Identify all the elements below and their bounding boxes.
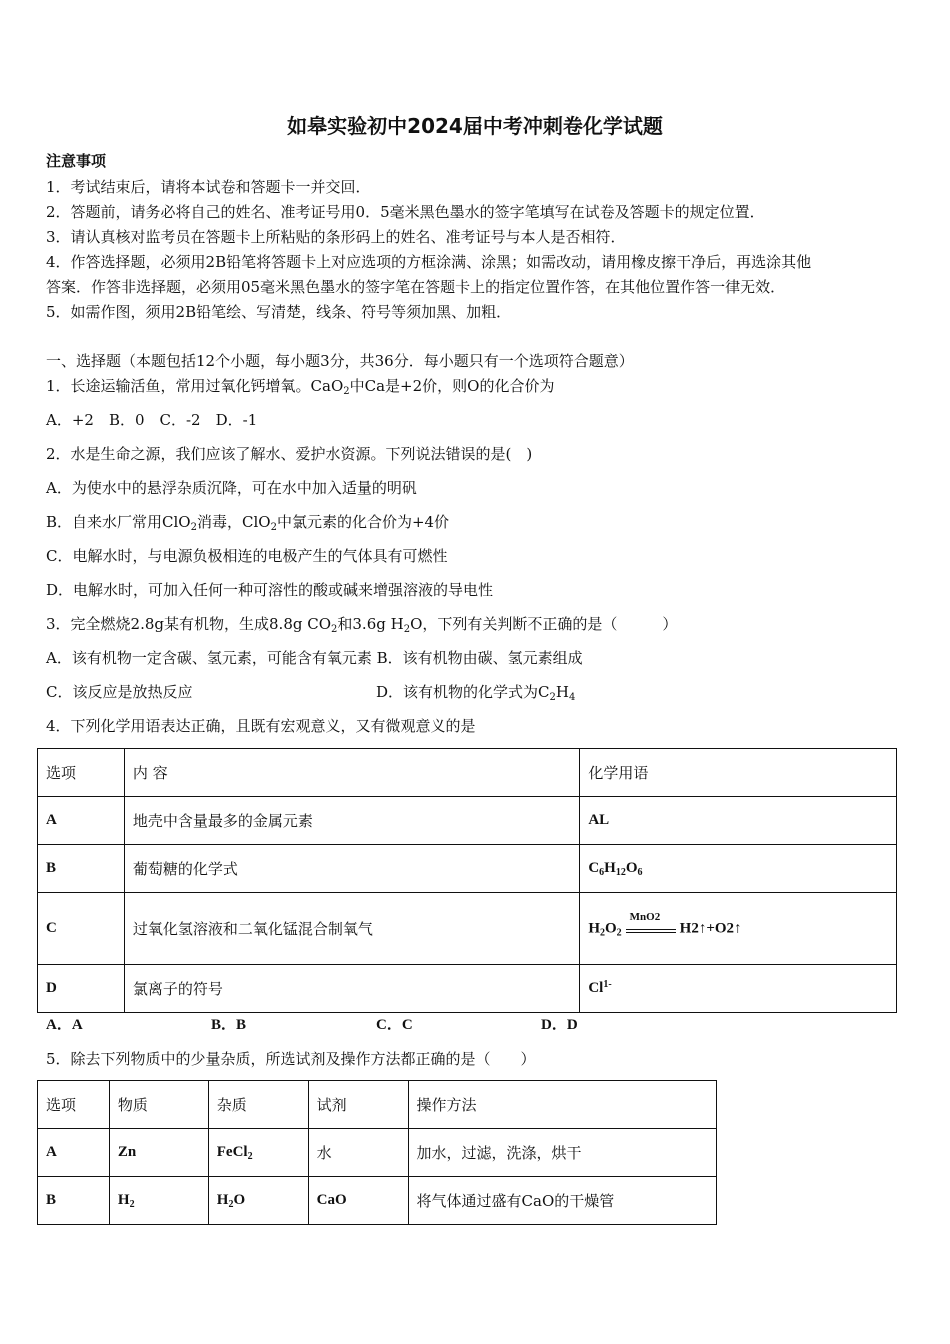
table-header-cell: 化学用语 bbox=[580, 749, 897, 797]
method-cell: 加水，过滤，洗涤，烘干 bbox=[408, 1129, 716, 1177]
content-cell: 地壳中含量最多的金属元素 bbox=[124, 797, 579, 845]
question-2-option-b: B．自来水厂常用ClO$_2$消毒，ClO$_2$中氯元素的化合价为+4价 bbox=[46, 513, 450, 533]
question-5-stem: 5．除去下列物质中的少量杂质，所选试剂及操作方法都正确的是（ ） bbox=[46, 1050, 536, 1068]
impurity-cell: $H_2O$ bbox=[208, 1177, 308, 1225]
question-3-options-ab: A．该有机物一定含碳、氢元素，可能含有氧元素 B．该有机物由碳、氢元素组成 bbox=[46, 649, 583, 667]
question-4-table bbox=[37, 748, 897, 1013]
notice-item: 答案．作答非选择题，必须用05毫米黑色墨水的签字笔在答题卡上的指定位置作答，在其他位置作答一律无效． bbox=[46, 278, 786, 296]
reaction-products: H2↑+O2↑ bbox=[679, 919, 742, 936]
option-cell: A bbox=[38, 797, 125, 845]
impurity-cell: FeCl$_2$ bbox=[208, 1129, 308, 1177]
table-header-cell: 选项 bbox=[38, 1081, 110, 1129]
reagent-cell: 水 bbox=[308, 1129, 408, 1177]
table-row bbox=[38, 1177, 717, 1225]
table-row bbox=[38, 893, 897, 965]
table-row bbox=[38, 845, 897, 893]
section-heading: 一、选择题（本题包括12个小题，每小题3分，共36分．每小题只有一个选项符合题意） bbox=[46, 352, 634, 370]
question-3-stem: 3．完全燃烧2.8g某有机物，生成8.8g $CO_2$和3.6g $H_2O$，下列有关判断不正确的是（ ） bbox=[46, 615, 678, 635]
content-cell: 过氧化氢溶液和二氧化锰混合制氧气 bbox=[124, 893, 579, 965]
table-row bbox=[38, 1129, 717, 1177]
question-4-option-c: C．C bbox=[376, 1017, 413, 1033]
notice-item: 4．作答选择题，必须用2B铅笔将答题卡上对应选项的方框涂满、涂黑；如需改动，请用橡皮擦干净后，再选涂其他 bbox=[46, 253, 812, 271]
formula-cell: $Cl^{1-}$ bbox=[580, 965, 897, 1013]
table-row bbox=[38, 965, 897, 1013]
question-1-options: A．+2 B．0 C．-2 D．-1 bbox=[46, 411, 258, 429]
question-1-stem: 1．长途运输活鱼，常用过氧化钙增氧。CaO$_2$中Ca是+2价，则O的化合价为 bbox=[46, 377, 555, 397]
formula-cell: AL bbox=[580, 797, 897, 845]
content-cell: 葡萄糖的化学式 bbox=[124, 845, 579, 893]
substance-cell: $H_2$ bbox=[109, 1177, 208, 1225]
option-cell: A bbox=[38, 1129, 110, 1177]
table-row bbox=[38, 797, 897, 845]
formula-cell: $C_6H_{12}O_6$ bbox=[580, 845, 897, 893]
option-cell: B bbox=[38, 1177, 110, 1225]
option-cell: C bbox=[38, 893, 125, 965]
reagent-cell: CaO bbox=[308, 1177, 408, 1225]
content-cell: 氯离子的符号 bbox=[124, 965, 579, 1013]
question-2-option-c: C．电解水时，与电源负极相连的电极产生的气体具有可燃性 bbox=[46, 547, 448, 565]
option-cell: B bbox=[38, 845, 125, 893]
question-4-option-d: D．D bbox=[541, 1017, 578, 1033]
question-4-option-a: A．A bbox=[46, 1017, 83, 1033]
notice-item: 5．如需作图，须用2B铅笔绘、写清楚，线条、符号等须加黑、加粗． bbox=[46, 303, 512, 321]
table-header-cell: 内 容 bbox=[124, 749, 579, 797]
notice-item: 3．请认真核对监考员在答题卡上所粘贴的条形码上的姓名、准考证号与本人是否相符． bbox=[46, 228, 626, 246]
catalyst-label: MnO2 bbox=[629, 910, 661, 923]
table-header-cell: 物质 bbox=[109, 1081, 208, 1129]
notice-item: 2．答题前，请务必将自己的姓名、准考证号用0．5毫米黑色墨水的签字笔填写在试卷及答题卡的规定位置． bbox=[46, 203, 765, 221]
table-header-row bbox=[38, 749, 897, 797]
question-2-option-d: D．电解水时，可加入任何一种可溶性的酸或碱来增强溶液的导电性 bbox=[46, 581, 494, 599]
question-3-option-d: D．该有机物的化学式为$C_2H_4$ bbox=[376, 683, 576, 703]
question-5-table bbox=[37, 1080, 717, 1225]
table-header-cell: 操作方法 bbox=[408, 1081, 716, 1129]
table-header-row bbox=[38, 1081, 717, 1129]
page-title: 如皋实验初中2024届中考冲刺卷化学试题 bbox=[287, 114, 663, 138]
substance-cell: Zn bbox=[109, 1129, 208, 1177]
notice-item: 1．考试结束后，请将本试卷和答题卡一并交回． bbox=[46, 178, 371, 196]
question-3-option-c: C．该反应是放热反应 bbox=[46, 683, 193, 701]
reaction-equals-sign bbox=[626, 910, 676, 939]
method-cell: 将气体通过盛有CaO的干燥管 bbox=[408, 1177, 716, 1225]
question-4-option-b: B．B bbox=[211, 1017, 247, 1033]
question-2-option-a: A．为使水中的悬浮杂质沉降，可在水中加入适量的明矾 bbox=[46, 479, 417, 497]
question-2-stem: 2．水是生命之源，我们应该了解水、爱护水资源。下列说法错误的是( ) bbox=[46, 445, 533, 463]
question-4-stem: 4．下列化学用语表达正确，且既有宏观意义，又有微观意义的是 bbox=[46, 717, 476, 735]
option-cell: D bbox=[38, 965, 125, 1013]
table-header-cell: 杂质 bbox=[208, 1081, 308, 1129]
notice-heading: 注意事项 bbox=[46, 152, 107, 170]
table-header-cell: 试剂 bbox=[308, 1081, 408, 1129]
table-header-cell: 选项 bbox=[38, 749, 125, 797]
formula-cell: $H_2O_2$ MnO2 H2↑+O2↑ bbox=[580, 893, 897, 965]
